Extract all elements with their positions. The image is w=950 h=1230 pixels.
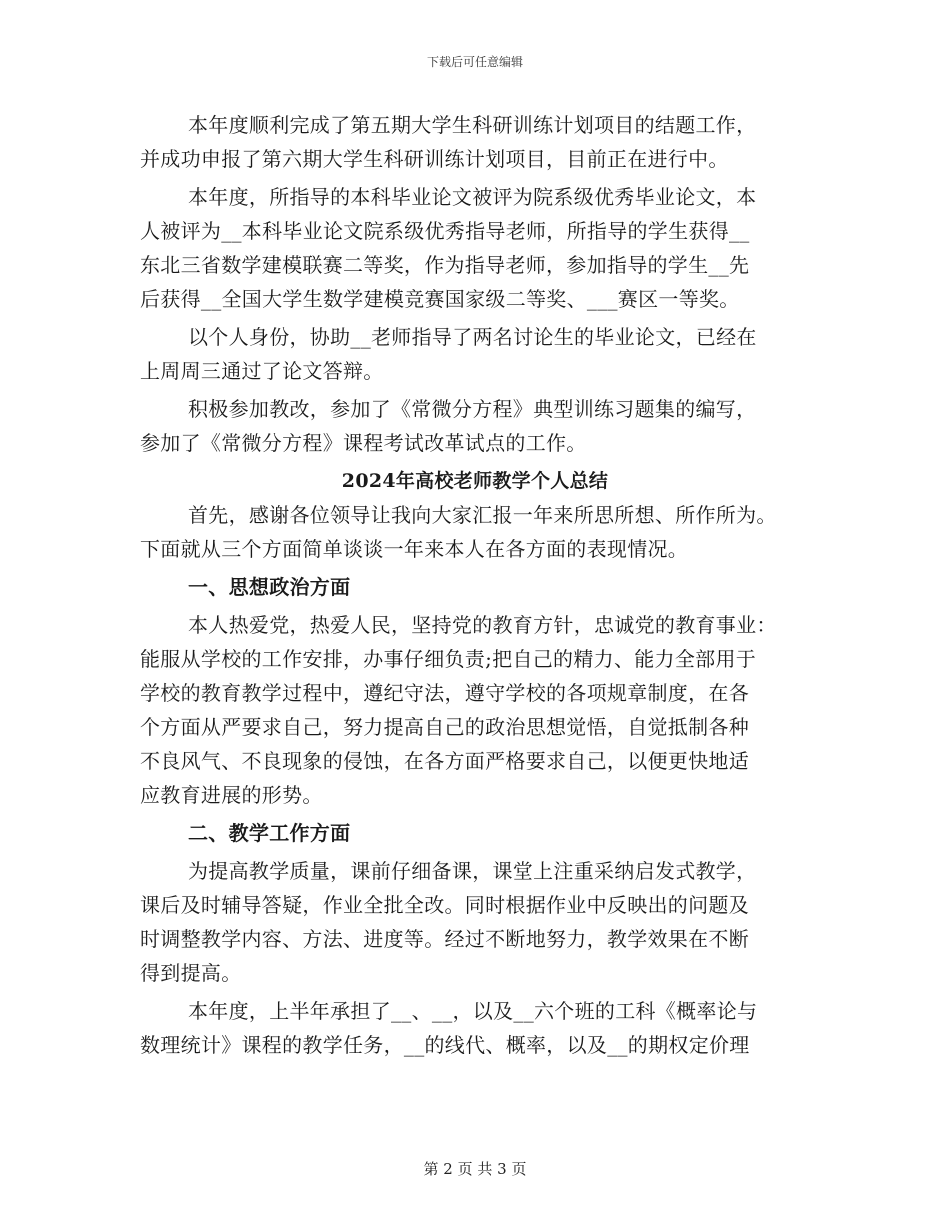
paragraph-line: 本人热爱党，热爱人民，坚持党的教育方针，忠诚党的教育事业： [188,613,777,637]
paragraph-line: 下面就从三个方面简单谈谈一年来本人在各方面的表现情况。 [140,537,689,561]
paragraph-line: 不良风气、不良现象的侵蚀，在各方面严格要求自己，以便更快地适 [140,749,749,773]
document-body [140,108,810,1062]
paragraph-line: 得到提高。 [140,961,242,985]
paragraph-line: 东北三省数学建模联赛二等奖，作为指导老师，参加指导的学生__先 [140,253,750,277]
paragraph-line: 为提高教学质量，课前仔细备课，课堂上注重采纳启发式教学， [188,859,757,883]
page-footer: 第 2 页 共 3 页 [423,1160,527,1178]
paragraph-line: 课后及时辅导答疑，作业全批全改。同时根据作业中反映出的问题及 [140,893,749,917]
page-header: 下载后可任意编辑 [426,55,523,69]
paragraph-line: 参加了《常微分方程》课程考试改革试点的工作。 [140,431,587,455]
paragraph-line: 个方面从严要求自己，努力提高自己的政治思想觉悟，自觉抵制各种 [140,715,749,739]
section-heading: 二、教学工作方面 [188,821,351,845]
paragraph-line: 首先，感谢各位领导让我向大家汇报一年来所思所想、所作所为。 [188,503,777,527]
paragraph-line: 并成功申报了第六期大学生科研训练计划项目，目前正在进行中。 [140,147,729,171]
document-title: 2024年高校老师教学个人总结 [341,470,609,492]
paragraph-line: 能服从学校的工作安排，办事仔细负责;把自己的精力、能力全部用于 [140,647,757,671]
paragraph-line: 人被评为__本科毕业论文院系级优秀指导老师，所指导的学生获得__ [140,219,750,243]
paragraph-line: 应教育进展的形势。 [140,783,323,807]
paragraph-line: 积极参加教改，参加了《常微分方程》典型训练习题集的编写， [188,397,757,421]
paragraph-line: 以个人身份，协助__老师指导了两名讨论生的毕业论文，已经在 [188,325,757,349]
paragraph-line: 后获得__全国大学生数学建模竞赛国家级二等奖、___赛区一等奖。 [140,287,740,311]
paragraph-line: 本年度，上半年承担了__、__，以及__六个班的工科《概率论与 [188,999,758,1023]
paragraph-line: 本年度顺利完成了第五期大学生科研训练计划项目的结题工作， [188,113,757,137]
section-heading: 一、思想政治方面 [188,575,351,599]
paragraph-line: 本年度，所指导的本科毕业论文被评为院系级优秀毕业论文，本 [188,185,757,209]
paragraph-line: 数理统计》课程的教学任务，__的线代、概率，以及__的期权定价理 [140,1033,750,1057]
paragraph-line: 时调整教学内容、方法、进度等。经过不断地努力，教学效果在不断 [140,927,749,951]
paragraph-line: 上周周三通过了论文答辩。 [140,359,384,383]
paragraph-line: 学校的教育教学过程中，遵纪守法，遵守学校的各项规章制度，在各 [140,681,749,705]
